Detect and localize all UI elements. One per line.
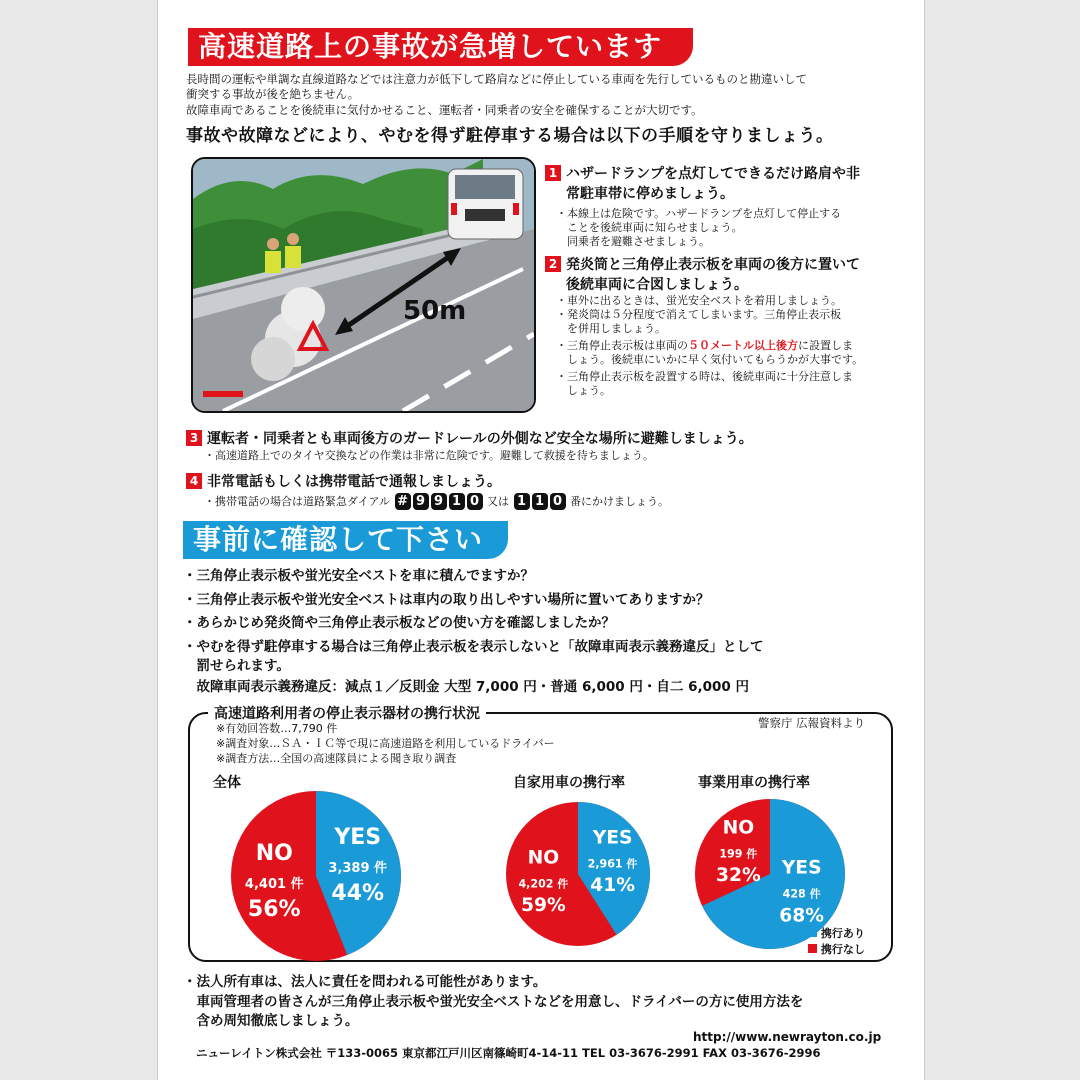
company-info: ニューレイトン株式会社 〒133-0065 東京都江戸川区南篠崎町4-14-11 TEL 03-3676-2991 FAX 03-3676-2996 [196, 1046, 821, 1060]
pie-title-business: 事業用車の携行率 [698, 775, 810, 791]
step-1-note-3: 同乗者を避難させましょう。 [556, 235, 710, 248]
check-title: 事前に確認して下さい [183, 521, 508, 559]
survey-note-2: ※調査対象…ＳＡ・ＩＣ等で現に高速道路を利用しているドライバー [216, 737, 555, 750]
check-item-3: ・あらかじめ発炎筒や三角停止表示板などの使い方を確認しましたか？ [183, 615, 615, 631]
pie-no-percent: 32% [715, 865, 761, 887]
distance-label: 50m [403, 296, 467, 326]
pie-title-private: 自家用車の携行率 [513, 775, 625, 791]
dial-key: 9 [431, 493, 447, 510]
step-2-note-6: ・三角停止表示板を設置する時は、後続車両に十分注意しま [556, 370, 853, 383]
step-2-note-3: を併用しましょう。 [556, 322, 666, 335]
check-item-4b: 罰せられます。 [183, 658, 290, 674]
pie-no-count: 4,401 件 [244, 876, 304, 892]
pie-yes-label: YES [592, 827, 633, 849]
survey-note-3: ※調査方法…全国の高速隊員による聞き取り調査 [216, 752, 457, 765]
corporate-line-1: ・法人所有車は、法人に責任を問われる可能性があります。 [183, 974, 547, 990]
intro-line-1: 長時間の運転や単調な直線道路などでは注意力が低下して路肩などに停止している車両を先行しているものと勘違いして [186, 72, 807, 86]
step-1-title-2: 常駐車帯に停めましょう。 [566, 186, 734, 202]
pie-yes-percent: 44% [331, 881, 385, 907]
step-2-title: 2 発炎筒と三角停止表示板を車両の後方に置いて [545, 256, 860, 275]
lead-text: 事故や故障などにより、やむを得ず駐停車する場合は以下の手順を守りましょう。 [186, 126, 834, 146]
flyer-sheet [157, 0, 925, 1080]
step-3-number: 3 [186, 430, 202, 446]
pie-no-count: 4,202 件 [518, 877, 569, 891]
survey-title: 高速道路利用者の停止表示器材の携行状況 [208, 703, 486, 723]
legend-yes-swatch [808, 928, 817, 937]
dial-key: # [395, 493, 411, 510]
pie-no-label: NO [527, 847, 560, 869]
pie-no-percent: 56% [247, 896, 301, 922]
pie-no-percent: 59% [521, 895, 566, 917]
pie-yes-count: 428 件 [782, 887, 821, 901]
dial-key: 9 [413, 493, 429, 510]
pie-yes-percent: 41% [590, 875, 635, 897]
step-2-title-2: 後続車両に合図しましょう。 [566, 277, 748, 293]
pie-yes-count: 3,389 件 [328, 861, 388, 877]
check-penalty: 故障車両表示義務違反：減点１／反則金 大型 7,000 円・普通 6,000 円・自二 6,000 円 [183, 679, 750, 695]
step-1-note-1: ・本線上は危険です。ハザードランプを点灯して停止する [556, 207, 842, 220]
step-4-number: 4 [186, 473, 202, 489]
dial-key: 1 [514, 493, 530, 510]
step-3-title: 3 運転者・同乗者とも車両後方のガードレールの外側など安全な場所に避難しましょう。 [186, 430, 753, 449]
step-2-note-1: ・車外に出るときは、蛍光安全ベストを着用しましょう。 [556, 294, 842, 307]
pie-yes-label: YES [781, 857, 822, 879]
dial-key: 0 [467, 493, 483, 510]
corporate-line-3: 含め周知徹底しましょう。 [183, 1013, 359, 1029]
step-2-note-2: ・発炎筒は５分程度で消えてしまいます。三角停止表示板 [556, 308, 842, 321]
main-title: 高速道路上の事故が急増しています [188, 28, 693, 66]
pie-title-overall: 全体 [213, 775, 241, 791]
step-1-title: 1 ハザードランプを点灯してできるだけ路肩や非 [545, 165, 860, 184]
survey-note-1: ※有効回答数…7,790 件 [216, 722, 338, 735]
step-1-note-2: ことを後続車両に知らせましょう。 [556, 221, 743, 234]
survey-source: 警察庁 広報資料より [758, 716, 866, 730]
check-item-4: ・やむを得ず駐停車する場合は三角停止表示板を表示しないと「故障車両表示義務違反」として [183, 639, 764, 655]
step-2-note-5: しょう。後続車にいかに早く気付いてもらうかが大事です。 [556, 353, 864, 366]
company-url[interactable]: http://www.newrayton.co.jp [693, 1030, 882, 1044]
check-item-2: ・三角停止表示板や蛍光安全ベストは車内の取り出しやすい場所に置いてありますか？ [183, 592, 710, 608]
step-2-note-7: しょう。 [556, 384, 611, 397]
pie-yes-label: YES [334, 825, 382, 851]
intro-line-3: 故障車両であることを後続車に気付かせること、運転者・同乗者の安全を確保することが大切です。 [186, 103, 703, 117]
step-2-note-red: ・三角停止表示板は車両の５０メートル以上後方に設置しま [556, 339, 853, 352]
pie-yes-percent: 68% [779, 905, 825, 927]
dial-key: 1 [449, 493, 465, 510]
step-4-note: ・携帯電話の場合は道路緊急ダイアル # 9 9 1 0 又は 1 1 0 番にかけましょう。 [204, 494, 670, 509]
step-1-number: 1 [545, 165, 561, 181]
step-2-number: 2 [545, 256, 561, 272]
pie-no-label: NO [722, 817, 755, 839]
corporate-line-2: 車両管理者の皆さんが三角停止表示板や蛍光安全ベストなどを用意し、ドライバーの方に使用方法を [183, 994, 804, 1010]
dial-key: 1 [532, 493, 548, 510]
step-4-title: 4 非常電話もしくは携帯電話で通報しましょう。 [186, 473, 501, 492]
pie-no-label: NO [255, 840, 293, 866]
pie-charts [158, 0, 924, 1080]
dial-key: 0 [550, 493, 566, 510]
check-item-1: ・三角停止表示板や蛍光安全ベストを車に積んでますか？ [183, 568, 534, 584]
legend-yes: 携行あり [808, 925, 865, 941]
intro-line-2: 衝突する事故が後を絶ちません。 [186, 87, 360, 101]
pie-no-count: 199 件 [719, 847, 758, 861]
pie-yes-count: 2,961 件 [587, 857, 638, 871]
legend-no: 携行なし [808, 941, 865, 957]
step-3-note: ・高速道路上でのタイヤ交換などの作業は非常に危険です。避難して救援を待ちましょう。 [204, 449, 654, 462]
legend-no-swatch [808, 944, 817, 953]
